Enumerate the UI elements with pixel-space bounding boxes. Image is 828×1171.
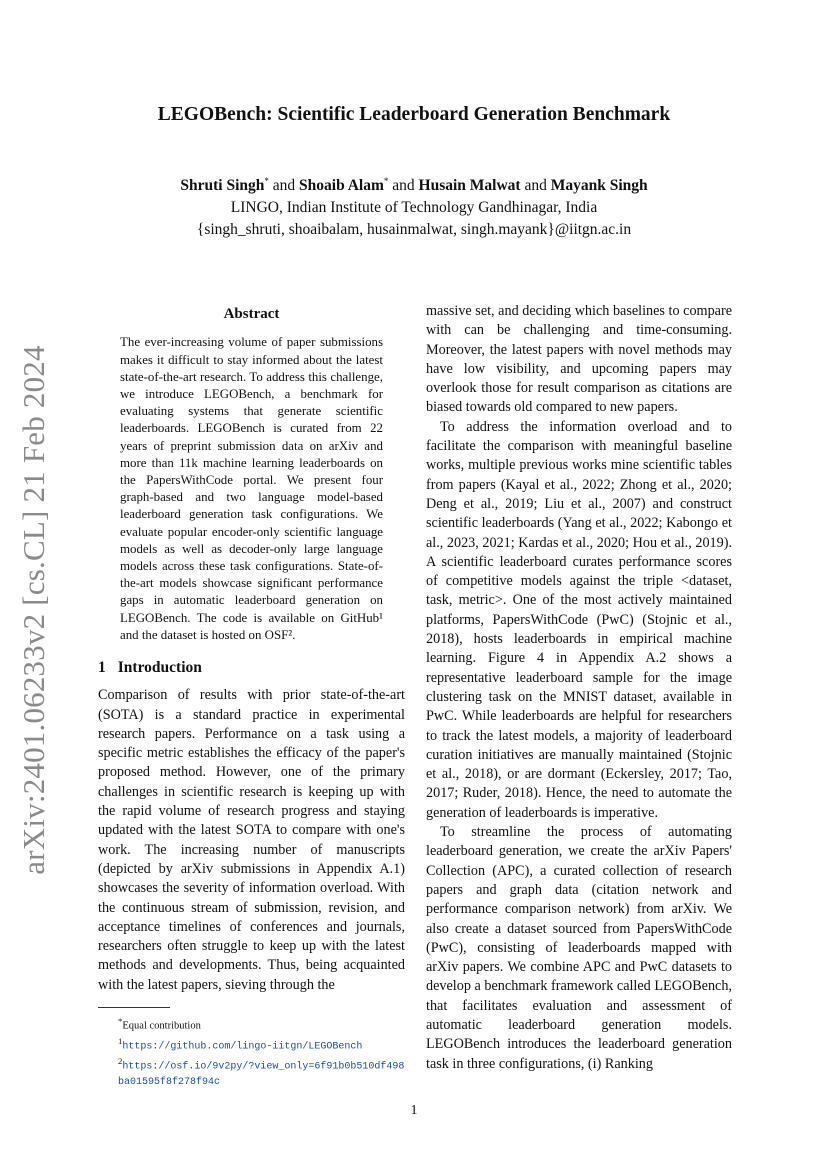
intro-paragraph-3: To streamline the process of automating leaderboard generation, we create the arXiv Papers' Collection (APC), a curated collection of research papers and graph data (citation network and performance comparison network) from arXiv. We also create a dataset sourced from PapersWithCode (PwC), consisting of leaderboards mapped with arXiv papers. We combine APC and PwC datasets to develop a benchmark framework called LEGOBench, that facilitates evaluation and assessment of automatic leaderboard generation models. LEGOBench introduces the leaderboard generation task in three configurations, (i) Ranking	[426, 824, 732, 1072]
left-column	[98, 305, 405, 1090]
affiliation: LINGO, Indian Institute of Technology Gandhinagar, India	[230, 199, 598, 217]
arxiv-identifier-text: arXiv:2401.06233v2 [cs.CL] 21 Feb 2024	[16, 345, 51, 875]
author-mark: *	[383, 176, 389, 186]
author-mark: *	[264, 176, 269, 186]
arxiv-identifier	[14, 330, 54, 890]
author-block	[0, 170, 828, 241]
footnote-divider	[98, 1007, 170, 1008]
abstract-body	[120, 334, 383, 644]
footnote-text: Equal contribution	[122, 1020, 201, 1032]
footnote-item[interactable]	[98, 1034, 405, 1055]
intro-paragraph-2: To address the information overload and to facilitate the comparison with meaningful baseline works, multiple previous works mine scientific tables from papers (Kayal et al., 2022; Zhong et al., 2020; Deng et al., 2019; Liu et al., 2007) and construct scientific leaderboards (Yang et al., 2022; Kabongo et al., 2023, 2021; Kardas et al., 2020; Hou et al., 2019). A scientific leaderboard curates performance scores of competitive models against the triple <dataset, task, metric>. One of the most actively maintained platforms, PapersWithCode (PwC) (Stojnic et al., 2018), hosts leaderboards in empirical machine learning. Figure 4 in Appendix A.2 shows a representative leaderboard sample for the image clustering task on the MNIST dataset, available in PwC. While leaderboards are helpful for researchers to track the latest models, a majority of leaderboard curation initiatives are manually maintained (Stojnic et al., 2018), or are dormant (Eckersley, 2017; Tao, 2017; Ruder, 2018). Hence, the need to automate the generation of leaderboards is imperative.	[426, 418, 732, 821]
author-name: Husain Malwat	[418, 177, 521, 195]
author-name: Shruti Singh	[180, 177, 265, 195]
footnote-item[interactable]	[98, 1054, 405, 1090]
page-number: 1	[410, 1103, 418, 1118]
footnote-item	[98, 1014, 405, 1034]
footnote-mark: 2	[118, 1056, 123, 1066]
footnote-mark: 1	[118, 1035, 123, 1046]
abstract-text: The ever-increasing volume of paper submissions makes it difficult to stay informed about the latest state-of-the-art research. To address this challenge, we introduce LEGOBench, a benchmark for evaluating systems that generate scientific leaderboards. LEGOBench is curated from 22 years of preprint submission data on arXiv and more than 11k machine learning leaderboards on the PapersWithCode portal. We present four graph-based and two language model-based leaderboard generation task configurations. We evaluate popular encoder-only scientific language models as well as decoder-only large language models across these task configurations. State-of-the-art models showcase significant performance gaps in automatic leaderboard generation on LEGOBench. The code is available on GitHub¹ and the dataset is hosted on OSF².	[120, 335, 383, 642]
footnotes	[98, 1014, 405, 1090]
author-name: Shoaib Alam	[299, 177, 384, 195]
author-list	[0, 170, 828, 197]
intro-paragraph-1-continued: massive set, and deciding which baselines to compare with can be challenging and time-consuming. Moreover, the latest papers with novel methods may have low visibility, and upcoming papers may overlook those for result comparison as citations are biased towards old compared to new papers.	[426, 303, 732, 416]
author-name: Mayank Singh	[550, 177, 648, 195]
footnote-link-github[interactable]: https://github.com/lingo-iitgn/LEGOBench	[122, 1041, 363, 1052]
section-number: 1	[98, 658, 106, 676]
paper-title: LEGOBench: Scientific Leaderboard Generation Benchmark	[157, 104, 671, 125]
section-heading-introduction	[98, 658, 405, 677]
right-column	[426, 302, 732, 1074]
author-connector: and	[392, 177, 415, 195]
author-connector: and	[524, 177, 547, 195]
intro-paragraph-1: Comparison of results with prior state-of-the-art (SOTA) is a standard practice in experimental research papers. Performance on a task using a specific metric establishes the efficacy of the paper's proposed method. However, one of the primary challenges in scientific research is keeping up with the rapid volume of research progress and staying updated with the latest SOTA to compare with one's work. The increasing number of manuscripts (depicted by arXiv submissions in Appendix A.1) showcases the severity of information overload. With the continuous stream of submission, revision, and acceptance timelines of conferences and journals, researchers often struggle to keep up with the latest methods and developments. Thus, being acquainted with the latest papers, sieving through the	[98, 687, 405, 993]
author-connector: and	[272, 177, 296, 195]
section-title: Introduction	[117, 658, 202, 676]
email-list: {singh_shruti, shoaibalam, husainmalwat, singh.mayank}@iitgn.ac.in	[196, 221, 632, 239]
abstract-heading: Abstract	[223, 306, 280, 322]
footnote-mark: *	[118, 1016, 123, 1026]
footnote-link-osf[interactable]: https://osf.io/9v2py/?view_only=6f91b0b510df498ba01595f8f278f94c	[118, 1061, 405, 1088]
